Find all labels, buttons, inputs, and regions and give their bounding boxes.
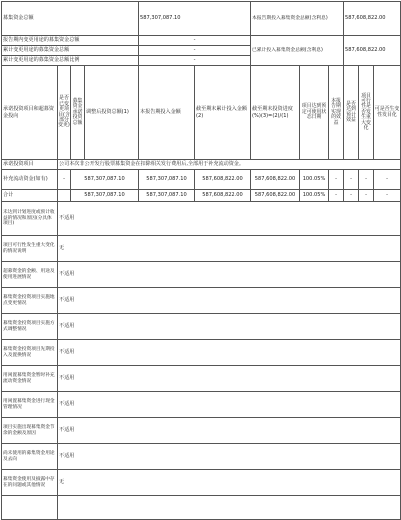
- summary-row-changed-in-period: [2, 36, 401, 46]
- cell-total-progress: 100.05%: [300, 190, 329, 202]
- table-row-working-capital: [2, 170, 401, 190]
- label-cumulative-changed: 累计变更用途的募集资金总额: [2, 46, 139, 56]
- cell-changed: -: [58, 170, 71, 190]
- note-value: 无: [58, 470, 401, 496]
- note-row-1: [2, 236, 401, 262]
- cell-total-cumulative: 587,608,822.00: [251, 190, 300, 202]
- cell-total-realized: -: [344, 190, 359, 202]
- value-invested-this-period: 587,608,822.00: [344, 2, 401, 36]
- note-label: 项目可行性发生重大变化的情况说明: [2, 236, 58, 262]
- value-changed-ratio: -: [139, 56, 251, 66]
- cell-project-name: 补充流动资金(如有): [2, 170, 58, 190]
- note-value: 不适用: [58, 444, 401, 470]
- committed-projects-row: [2, 160, 401, 170]
- header-changed-project: 是否已变更项目(含部分变更): [58, 66, 71, 160]
- label-total-raised: 募集资金总额: [2, 2, 139, 36]
- cell-total-committed: 587,307,087.10: [71, 190, 139, 202]
- cell-ready-date: -: [329, 170, 344, 190]
- note-value: 不适用: [58, 288, 401, 314]
- cell-total-adjusted: 587,307,087.10: [139, 190, 195, 202]
- note-row-5: [2, 340, 401, 366]
- note-label: 用闲置募集资金进行现金管理情况: [2, 392, 58, 418]
- note-label: [2, 496, 58, 520]
- label-cumulative-invested: 已累计投入募集资金总额(含利息): [251, 36, 344, 66]
- note-value: [58, 496, 401, 520]
- cell-cumulative-invested: 587,608,822.00: [251, 170, 300, 190]
- value-cumulative-invested: 587,608,822.00: [344, 36, 401, 66]
- note-row-7: [2, 392, 401, 418]
- note-label: 尚未使用的募集资金用途及去向: [2, 444, 58, 470]
- cell-total-label: 合计: [2, 190, 58, 202]
- note-row-11: [2, 496, 401, 520]
- cell-total-this-year: 587,608,822.00: [195, 190, 251, 202]
- note-row-10: [2, 470, 401, 496]
- note-value: 不适用: [58, 202, 401, 236]
- note-row-8: [2, 418, 401, 444]
- cell-progress: 100.05%: [300, 170, 329, 190]
- note-row-6: [2, 366, 401, 392]
- cell-benefit-achieved: -: [359, 170, 374, 190]
- value-changed-in-period: -: [139, 36, 251, 46]
- header-adjusted-total: 调整后投资总额(1): [85, 66, 139, 160]
- note-label: 用闲置募集资金暂时补充流动资金情况: [2, 366, 58, 392]
- summary-row-total-raised: [2, 2, 401, 36]
- cell-feasibility-change: -: [374, 170, 401, 190]
- note-value: 不适用: [58, 314, 401, 340]
- label-changed-in-period: 报告期内变更用途的募集资金总额: [2, 36, 139, 46]
- committed-projects-label: 承诺投资项目: [2, 160, 58, 170]
- header-realized-benefit: 本报告期实现的效益: [329, 66, 344, 160]
- table-row-total: [2, 190, 401, 202]
- cell-invested-this-year: 587,608,822.00: [195, 170, 251, 190]
- fund-usage-table: [1, 1, 401, 520]
- header-benefit-achieved: 是否达到预计效益: [344, 66, 359, 160]
- value-total-raised: 587,307,087.10: [139, 2, 251, 36]
- note-value: 不适用: [58, 418, 401, 444]
- cell-adjusted-total: 587,307,087.10: [139, 170, 195, 190]
- header-invested-this-year: 本报告期投入金额: [139, 66, 195, 160]
- cell-total-achieved: -: [359, 190, 374, 202]
- note-row-0: [2, 202, 401, 236]
- cell-committed-total: 587,307,087.10: [71, 170, 139, 190]
- header-cumulative-invested: 截至期末累计投入金额(2): [195, 66, 251, 160]
- committed-projects-note: 公司本次非公开发行股票募集资金在扣除相关发行费用后,全部用于补充流动资金。: [58, 160, 401, 170]
- note-label: 超募资金的金额、用途及使用进展情况: [2, 262, 58, 288]
- cell-total-feasibility: -: [374, 190, 401, 202]
- note-value: 不适用: [58, 366, 401, 392]
- note-value: 不适用: [58, 392, 401, 418]
- note-label: 募集资金投资项目实施方式调整情况: [2, 314, 58, 340]
- note-label: 未达到计划进度或预计收益的情况和原因(分具体项目): [2, 202, 58, 236]
- cell-total-ready-date: -: [329, 190, 344, 202]
- header-committed-total: 募集资金承诺投资总额: [71, 66, 85, 160]
- note-row-9: [2, 444, 401, 470]
- cell-realized-benefit: -: [344, 170, 359, 190]
- header-feasibility-change: 项目可行性是否发生重大变化: [359, 66, 374, 160]
- note-value: 无: [58, 236, 401, 262]
- header-investment-progress: 截至期末投资进度(%)(3)=(2)/(1): [251, 66, 300, 160]
- value-cumulative-changed: -: [139, 46, 251, 56]
- note-label: 募集资金投资项目实施地点变更情况: [2, 288, 58, 314]
- header-ready-date: 项目达到预定可使用状态日期: [300, 66, 329, 160]
- note-label: 项目实施出现募集资金节余的金额及原因: [2, 418, 58, 444]
- cell-total-changed: [58, 190, 71, 202]
- note-value: 不适用: [58, 262, 401, 288]
- note-value: 不适用: [58, 340, 401, 366]
- column-header-row: [2, 66, 401, 160]
- note-row-4: [2, 314, 401, 340]
- note-row-2: [2, 262, 401, 288]
- label-invested-this-period: 本报告期投入募集资金总额(含利息): [251, 2, 344, 36]
- note-row-3: [2, 288, 401, 314]
- header-project: 承诺投资项目和超募资金投向: [2, 66, 58, 160]
- note-label: 募集资金投资项目先期投入及置换情况: [2, 340, 58, 366]
- header-extra: 可是否生变性发目化: [374, 66, 401, 160]
- note-label: 募集资金使用及披露中存在的问题或其他情况: [2, 470, 58, 496]
- label-changed-ratio: 累计变更用途的募集资金总额比例: [2, 56, 139, 66]
